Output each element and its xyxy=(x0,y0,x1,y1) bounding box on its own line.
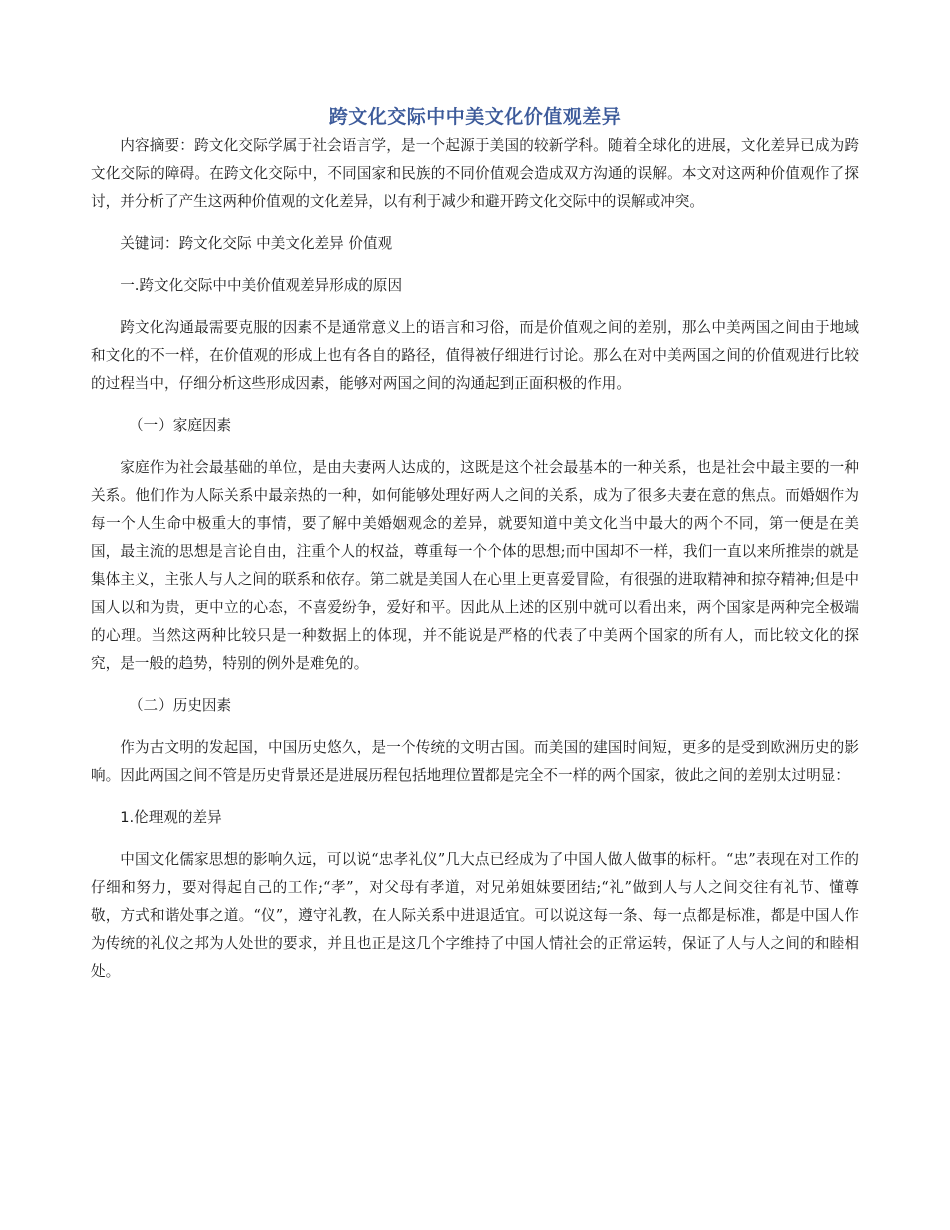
subsection-family-paragraph: 家庭作为社会最基础的单位，是由夫妻两人达成的，这既是这个社会最基本的一种关系，也是社会中最主要的一种关系。他们作为人际关系中最亲热的一种，如何能够处理好两人之间的关系，成为了很多夫妻在意的焦点。而婚姻作为每一个人生命中极重大的事情，要了解中美婚姻观念的差异，就要知道中美文化当中最大的两个不同，第一便是在美国，最主流的思想是言论自由，注重个人的权益，尊重每一个个体的思想;而中国却不一样，我们一直以来所推崇的就是集体主义，主张人与人之间的联系和依存。第二就是美国人在心里上更喜爱冒险，有很强的进取精神和掠夺精神;但是中国人以和为贵，更中立的心态，不喜爱纷争，爱好和平。因此从上述的区别中就可以看出来，两个国家是两种完全极端的心理。当然这两种比较只是一种数据上的体现，并不能说是严格的代表了中美两个国家的所有人，而比较文化的探究，是一般的趋势，特别的例外是难免的。 xyxy=(91,459,859,672)
abstract-paragraph: 内容摘要：跨文化交际学属于社会语言学，是一个起源于美国的较新学科。随着全球化的进展，文化差异已成为跨文化交际的障碍。在跨文化交际中，不同国家和民族的不同价值观会造成双方沟通的误解。本文对这两种价值观作了探讨，并分析了产生这两种价值观的文化差异，以有利于减少和避开跨文化交际中的误解或冲突。 xyxy=(91,137,859,210)
subsection-family-heading: （一）家庭因素 xyxy=(128,417,232,434)
ethics-heading: 1.伦理观的差异 xyxy=(120,809,222,826)
section-1-heading: 一.跨文化交际中中美价值观差异形成的原因 xyxy=(120,277,403,294)
ethics-paragraph: 中国文化儒家思想的影响久远，可以说“忠孝礼仪”几大点已经成为了中国人做人做事的标杆。“忠”表现在对工作的仔细和努力，要对得起自己的工作;“孝”，对父母有孝道，对兄弟姐妹要团结;“礼”做到人与人之间交往有礼节、懂尊敬，方式和谐处事之道。“仪”，遵守礼教，在人际关系中进退适宜。可以说这每一条、每一点都是标准，都是中国人作为传统的礼仪之邦为人处世的要求，并且也正是这几个字维持了中国人情社会的正常运转，保证了人与人之间的和睦相处。 xyxy=(91,851,859,980)
subsection-history-paragraph: 作为古文明的发起国，中国历史悠久，是一个传统的文明古国。而美国的建国时间短，更多的是受到欧洲历史的影响。因此两国之间不管是历史背景还是进展历程包括地理位置都是完全不一样的两个国家，彼此之间的差别太过明显： xyxy=(91,739,859,784)
keywords-line: 关键词：跨文化交际 中美文化差异 价值观 xyxy=(120,235,393,252)
section-1-paragraph: 跨文化沟通最需要克服的因素不是通常意义上的语言和习俗，而是价值观之间的差别，那么中美两国之间由于地域和文化的不一样，在价值观的形成上也有各自的路径，值得被仔细进行讨论。那么在对中美两国之间的价值观进行比较的过程当中，仔细分析这些形成因素，能够对两国之间的沟通起到正面积极的作用。 xyxy=(91,319,859,392)
subsection-history-heading: （二）历史因素 xyxy=(128,697,232,714)
document-page xyxy=(91,104,859,986)
document-title: 跨文化交际中中美文化价值观差异 xyxy=(328,106,622,128)
